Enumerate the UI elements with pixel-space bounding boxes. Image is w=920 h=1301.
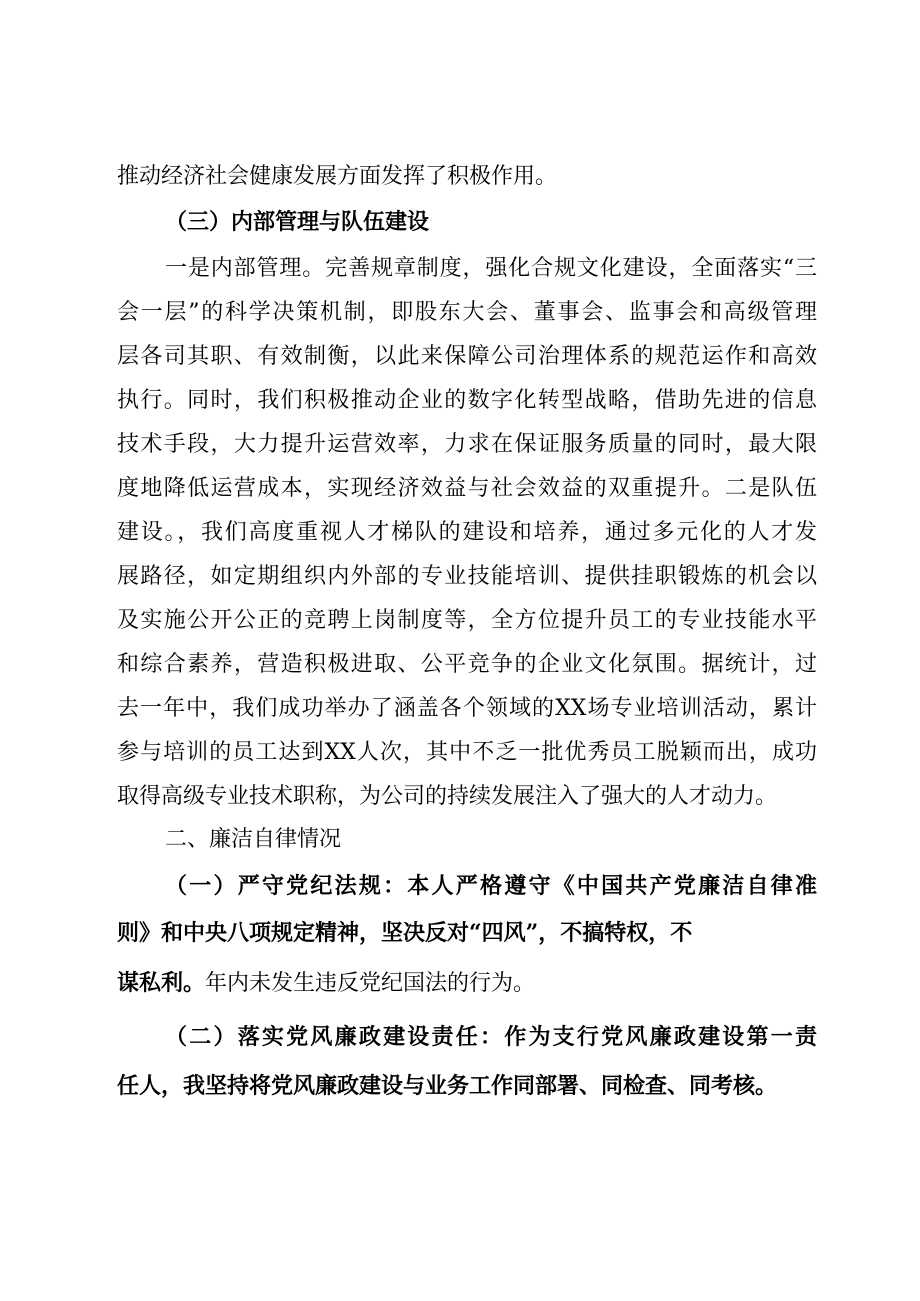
paragraph-line: 度地降低运营成本，实现经济效益与社会效益的双重提升。二是队伍: [117, 476, 817, 501]
bold-inline-text: 谋私利。: [117, 970, 206, 996]
paragraph-line: 去一年中，我们成功举办了涵盖各个领域的XX场专业培训活动，累计: [117, 696, 817, 721]
paragraph-line: 展路径，如定期组织内外部的专业技能培训、提供挂职锻炼的机会以: [117, 564, 817, 589]
paragraph-line: 会一层”的科学决策机制，即股东大会、董事会、监事会和高级管理: [117, 300, 817, 325]
paragraph-line: 推动经济社会健康发展方面发挥了积极作用。: [117, 164, 558, 189]
paragraph-line: 参与培训的员工达到XX人次，其中不乏一批优秀员工脱颖而出，成功: [117, 740, 817, 765]
paragraph-line: 执行。同时，我们积极推动企业的数字化转型战略，借助先进的信息: [117, 388, 817, 413]
paragraph-line-bold: 则》和中央八项规定精神，坚决反对“四风”，不搞特权，不: [117, 920, 693, 946]
normal-inline-text: 年内未发生违反党纪国法的行为。: [205, 971, 536, 996]
paragraph-line: 取得高级专业技术职称，为公司的持续发展注入了强大的人才动力。: [117, 784, 778, 809]
paragraph-line: 技术手段，大力提升运营效率，力求在保证服务质量的同时，最大限: [117, 432, 817, 457]
paragraph-line-mixed: [117, 968, 817, 998]
paragraph-line: 及实施公开公正的竞聘上岗制度等，全方位提升员工的专业技能水平: [117, 608, 817, 633]
paragraph-line: 层各司其职、有效制衡，以此来保障公司治理体系的规范运作和高效: [117, 344, 817, 369]
paragraph-line-bold: 任人，我坚持将党风廉政建设与业务工作同部署、同检查、同考核。: [117, 1073, 778, 1099]
paragraph-line-bold: （一）严守党纪法规：本人严格遵守《中国共产党廉洁自律准: [165, 873, 817, 899]
paragraph-line: 一是内部管理。完善规章制度，强化合规文化建设，全面落实“三: [165, 256, 817, 281]
paragraph-line-bold: （二）落实党风廉政建设责任：作为支行党风廉政建设第一责: [165, 1024, 817, 1050]
section-heading-integrity: 二、廉洁自律情况: [165, 827, 342, 852]
paragraph-line: 建设。，我们高度重视人才梯队的建设和培养，通过多元化的人才发: [117, 520, 817, 545]
paragraph-line: 和综合素养，营造积极进取、公平竞争的企业文化氛围。据统计，过: [117, 652, 817, 677]
section-heading-internal-management: （三）内部管理与队伍建设: [165, 209, 430, 235]
